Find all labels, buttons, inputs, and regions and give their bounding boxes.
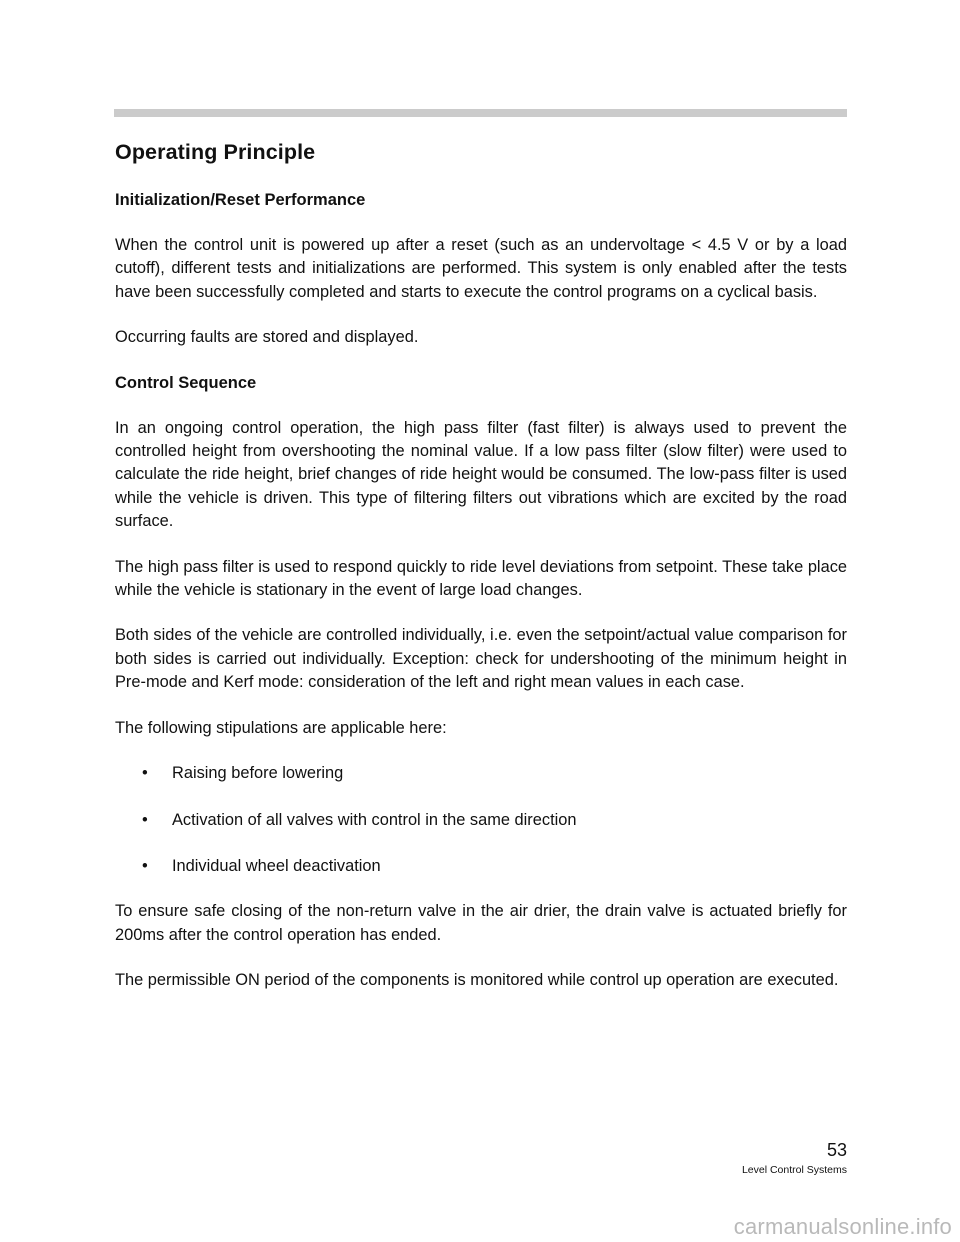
- bullet-icon: •: [142, 764, 148, 783]
- para-stipulations: The following stipulations are applicable here:: [115, 718, 447, 737]
- footer-label: Level Control Systems: [741, 1164, 847, 1176]
- top-rule: [114, 109, 847, 117]
- para-filter: In an ongoing control operation, the high pass filter (fast filter) is always used to prevent the controlled height from overshooting the nominal value. If a low pass filter (slow filter) were used to calculate the ride height, brief changes of ride height would be consumed. The low-pass filter is used while the vehicle is driven. This type of filtering filters out vibrations which are excited by the road surface.: [115, 418, 847, 531]
- subhead-initialization: Initialization/Reset Performance: [115, 191, 366, 209]
- page-number: 53: [826, 1140, 847, 1160]
- list-item-text: Raising before lowering: [172, 764, 344, 783]
- para-on-period: The permissible ON period of the components is monitored while control up operation are executed.: [115, 971, 839, 990]
- page-content: [115, 138, 847, 993]
- page-footer: [742, 1139, 847, 1177]
- para-faults: Occurring faults are stored and displayed.: [115, 328, 419, 347]
- bullet-icon: •: [142, 856, 148, 875]
- section-title: Operating Principle: [115, 140, 316, 164]
- list-item-text: Activation of all valves with control in the same direction: [172, 810, 577, 829]
- list-item-text: Individual wheel deactivation: [172, 856, 381, 875]
- list-item: [115, 809, 847, 832]
- para-drain-valve: To ensure safe closing of the non-return valve in the air drier, the drain valve is actuated briefly for 200ms after the control operation has ended.: [115, 902, 847, 944]
- para-both-sides: Both sides of the vehicle are controlled individually, i.e. even the setpoint/actual value comparison for both sides is carried out individually. Exception: check for undershooting of the minimum height in Pre-mode and Kerf mode: consideration of the left and right mean values in each case.: [115, 626, 847, 692]
- watermark: carmanualsonline.info: [733, 1214, 952, 1239]
- list-item: [115, 855, 847, 878]
- subhead-control-sequence: Control Sequence: [115, 373, 257, 392]
- para-high-pass: The high pass filter is used to respond quickly to ride level deviations from setpoint. These take place while the vehicle is stationary in the event of large load changes.: [115, 557, 847, 600]
- bullet-icon: •: [142, 810, 148, 829]
- list-item: [115, 762, 847, 785]
- para-initialization: When the control unit is powered up after a reset (such as an undervoltage < 4.5 V or by a load cutoff), different tests and initializations are performed. This system is only enabled after the tests have been successfully completed and starts to execute the control programs on a cyclical basis.: [115, 236, 847, 301]
- stipulation-list: [115, 762, 847, 878]
